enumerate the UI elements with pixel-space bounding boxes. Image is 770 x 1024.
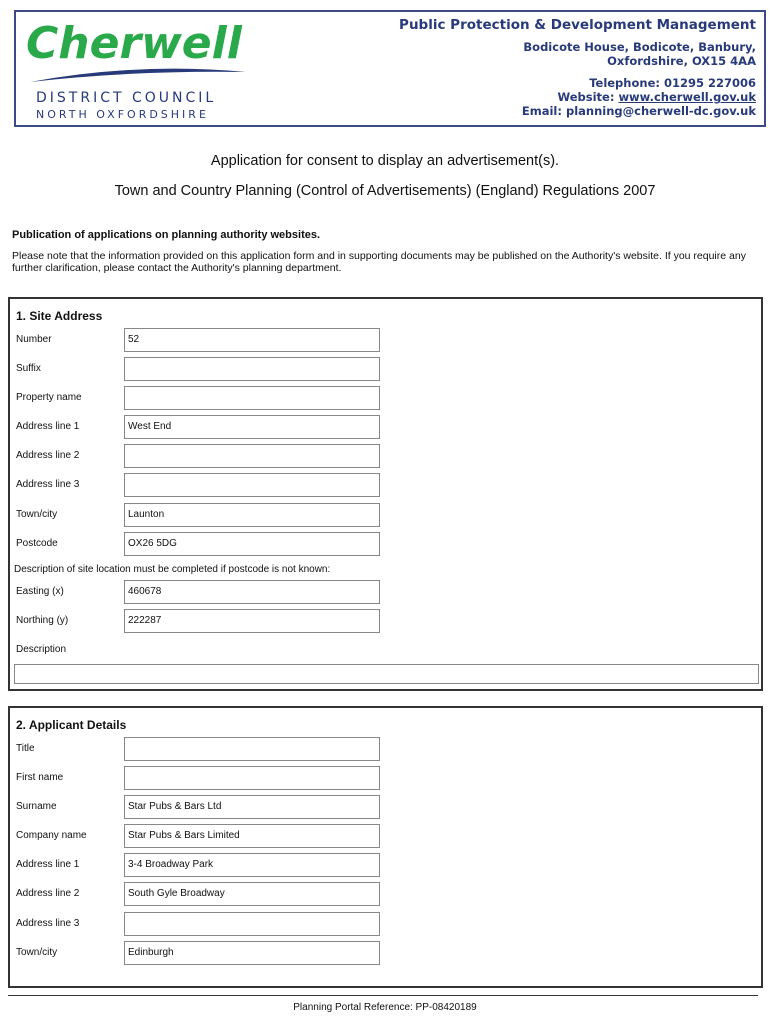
contact-block [399,16,756,118]
form-row [10,609,761,635]
form-row [10,853,761,879]
website-line [399,90,756,104]
applicant-address-line-2-field[interactable]: South Gyle Broadway [124,882,380,906]
form-row [10,766,761,792]
field-label: Address line 3 [16,479,80,490]
address-line-2-field[interactable] [124,444,380,468]
form-row [10,912,761,938]
form-regulation: Town and Country Planning (Control of Advertisements) (England) Regulations 2007 [114,183,656,199]
property-name-field[interactable] [124,386,380,410]
field-label: Company name [16,830,87,841]
form-row [10,328,761,354]
logo-swoosh-icon [28,66,248,86]
field-label: Title [16,743,35,754]
field-label: Easting (x) [16,586,64,597]
field-label: Town/city [16,509,58,520]
form-row [10,503,761,529]
northing-field[interactable]: 222287 [124,609,380,633]
form-row [10,386,761,412]
field-label: Suffix [16,363,41,374]
email-line[interactable]: Email: planning@cherwell-dc.gov.uk [521,104,756,118]
postcode-field[interactable]: OX26 5DG [124,532,380,556]
form-row [10,824,761,850]
form-row [10,532,761,558]
field-label: Address line 2 [16,450,80,461]
site-address-section [8,297,763,691]
field-label: Address line 1 [16,859,80,870]
footer-divider [8,995,758,996]
form-row [10,357,761,383]
address-line-2: Oxfordshire, OX15 4AA [607,54,756,68]
section-title: 1. Site Address [16,309,103,323]
form-row [10,882,761,908]
form-row [10,941,761,967]
field-label: Postcode [16,538,58,549]
applicant-town-city-field[interactable]: Edinburgh [124,941,380,965]
section-title: 2. Applicant Details [16,718,127,732]
form-row [10,473,761,499]
portal-reference: Planning Portal Reference: PP-08420189 [293,1002,477,1013]
field-label: Town/city [16,947,58,958]
field-label: Surname [16,801,57,812]
description-field[interactable] [14,664,759,684]
location-note: Description of site location must be completed if postcode is not known: [14,564,331,575]
first-name-field[interactable] [124,766,380,790]
letterhead [14,10,766,127]
field-label: Address line 3 [16,918,80,929]
form-row [10,415,761,441]
applicant-details-section [8,706,763,988]
applicant-address-line-3-field[interactable] [124,912,380,936]
field-label: Address line 2 [16,888,80,899]
field-label: Number [16,334,52,345]
department-name: Public Protection & Development Management [399,17,756,33]
address-line-1: Bodicote House, Bodicote, Banbury, [523,40,756,54]
field-label: First name [16,772,64,783]
council-region: NORTH OXFORDSHIRE [36,108,209,121]
field-label: Address line 1 [16,421,80,432]
address-line-1-field[interactable]: West End [124,415,380,439]
address-line-3-field[interactable] [124,473,380,497]
form-row [10,737,761,763]
telephone: Telephone: 01295 227006 [589,76,756,90]
website-link[interactable]: www.cherwell.gov.uk [618,90,756,104]
applicant-address-line-1-field[interactable]: 3-4 Broadway Park [124,853,380,877]
publication-heading: Publication of applications on planning authority websites. [12,229,321,241]
town-city-field[interactable]: Launton [124,503,380,527]
surname-field[interactable]: Star Pubs & Bars Ltd [124,795,380,819]
council-name: DISTRICT COUNCIL [36,90,217,106]
form-row [10,580,761,606]
form-title: Application for consent to display an advertisement(s). [210,153,560,169]
form-row [10,444,761,470]
company-name-field[interactable]: Star Pubs & Bars Limited [124,824,380,848]
field-label: Northing (y) [16,615,69,626]
easting-field[interactable]: 460678 [124,580,380,604]
website-label: Website: [557,90,619,104]
suffix-field[interactable] [124,357,380,381]
publication-note: Please note that the information provided on this application form and in supporting documents may be published on the Authority's website. If you require any further clarification, please contact the Authority's planning department. [12,250,746,274]
cherwell-logo: Cherwell [26,18,242,69]
form-row [10,795,761,821]
field-label: Property name [16,392,82,403]
title-field[interactable] [124,737,380,761]
description-label: Description [16,644,67,655]
number-field[interactable]: 52 [124,328,380,352]
